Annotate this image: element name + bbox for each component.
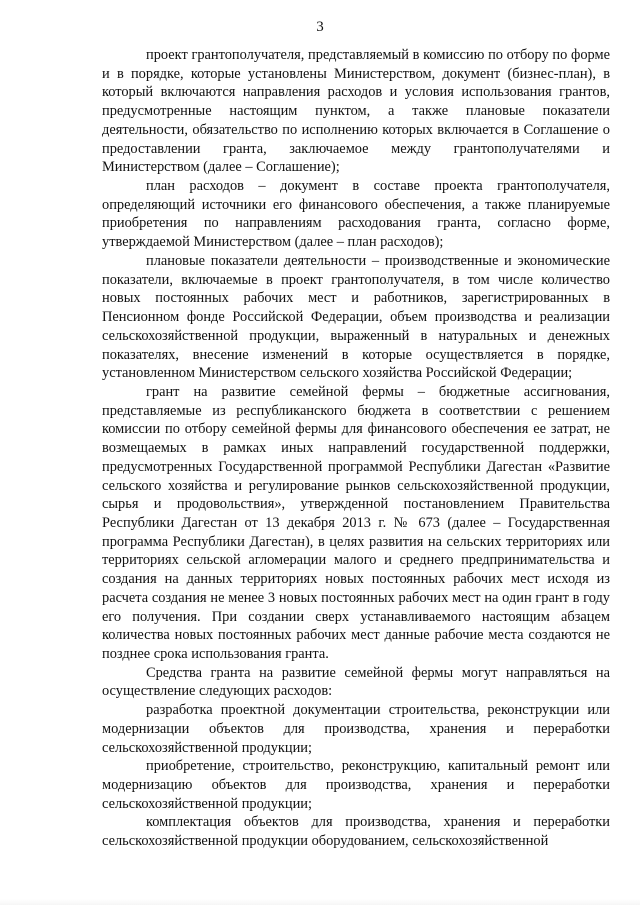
paragraph-family-farm-grant: грант на развитие семейной фермы – бюджетные ассигнования, представляемые из республиканского бюджета в соответствии с решением комиссии по отбору семейной фермы для финансового обеспечения ее затрат, не возмещаемых в рамках иных направлений государственной поддержки, предусмотренных Государственной программой Республики Дагестан «Развитие сельского хозяйства и регулирование рынков сельскохозяйственной продукции, сырья и продовольствия», утвержденной постановлением Правительства Республики Дагестан от 13 декабря 2013 г. № 673 (далее – Государственная программа Республики Дагестан), в целях развития на сельских территориях или территориях сельской агломерации малого и среднего предпринимательства и создания на данных территориях новых постоянных рабочих мест исходя из расчета создания не менее 3 новых постоянных рабочих мест на один грант в году его получения. При создании сверх устанавливаемого настоящим абзацем количества новых постоянных рабочих мест данные рабочие места создаются не позднее срока использования гранта. bbox=[102, 383, 610, 662]
page-number: 3 bbox=[316, 19, 324, 35]
paragraph-planned-indicators: плановые показатели деятельности – производственные и экономические показатели, включаемые в проект грантополучателя, в том числе количество новых постоянных рабочих мест и работников, зарегистрированных в Пенсионном фонде Российской Федерации, объем производства и реализации сельскохозяйственной продукции, выраженный в натуральных и денежных показателях, внесение изменений в которые осуществляется в порядке, установленном Министерством сельского хозяйства Российской Федерации; bbox=[102, 252, 610, 382]
document-body bbox=[102, 46, 610, 851]
paragraph-acquisition-construction: приобретение, строительство, реконструкцию, капитальный ремонт или модернизацию объектов для производства, хранения и переработки сельскохозяйственной продукции; bbox=[102, 758, 610, 812]
paragraph-project: проект грантополучателя, представляемый в комиссию по отбору по форме и в порядке, которые установлены Министерством, документ (бизнес-план), в который включаются направления расходов и условия использования грантов, предусмотренные настоящим пунктом, а также плановые показатели деятельности, обязательство по исполнению которых включается в Соглашение о предоставлении гранта, заключаемое между грантополучателями и Министерством (далее – Соглашение); bbox=[102, 47, 610, 176]
paragraph-grant-expenses-intro: Средства гранта на развитие семейной фермы могут направляться на осуществление следующих расходов: bbox=[102, 664, 610, 700]
paragraph-equipment: комплектация объектов для производства, хранения и переработки сельскохозяйственной продукции оборудованием, сельскохозяйственной bbox=[102, 814, 610, 850]
scan-edge bbox=[0, 899, 640, 905]
paragraph-design-documentation: разработка проектной документации строительства, реконструкции или модернизации объектов для производства, хранения и переработки сельскохозяйственной продукции; bbox=[102, 702, 610, 756]
paragraph-expense-plan: план расходов – документ в составе проекта грантополучателя, определяющий источники его финансового обеспечения, а также планируемые приобретения по направлениям расходования гранта, согласно форме, утверждаемой Министерством (далее – план расходов); bbox=[102, 178, 610, 251]
